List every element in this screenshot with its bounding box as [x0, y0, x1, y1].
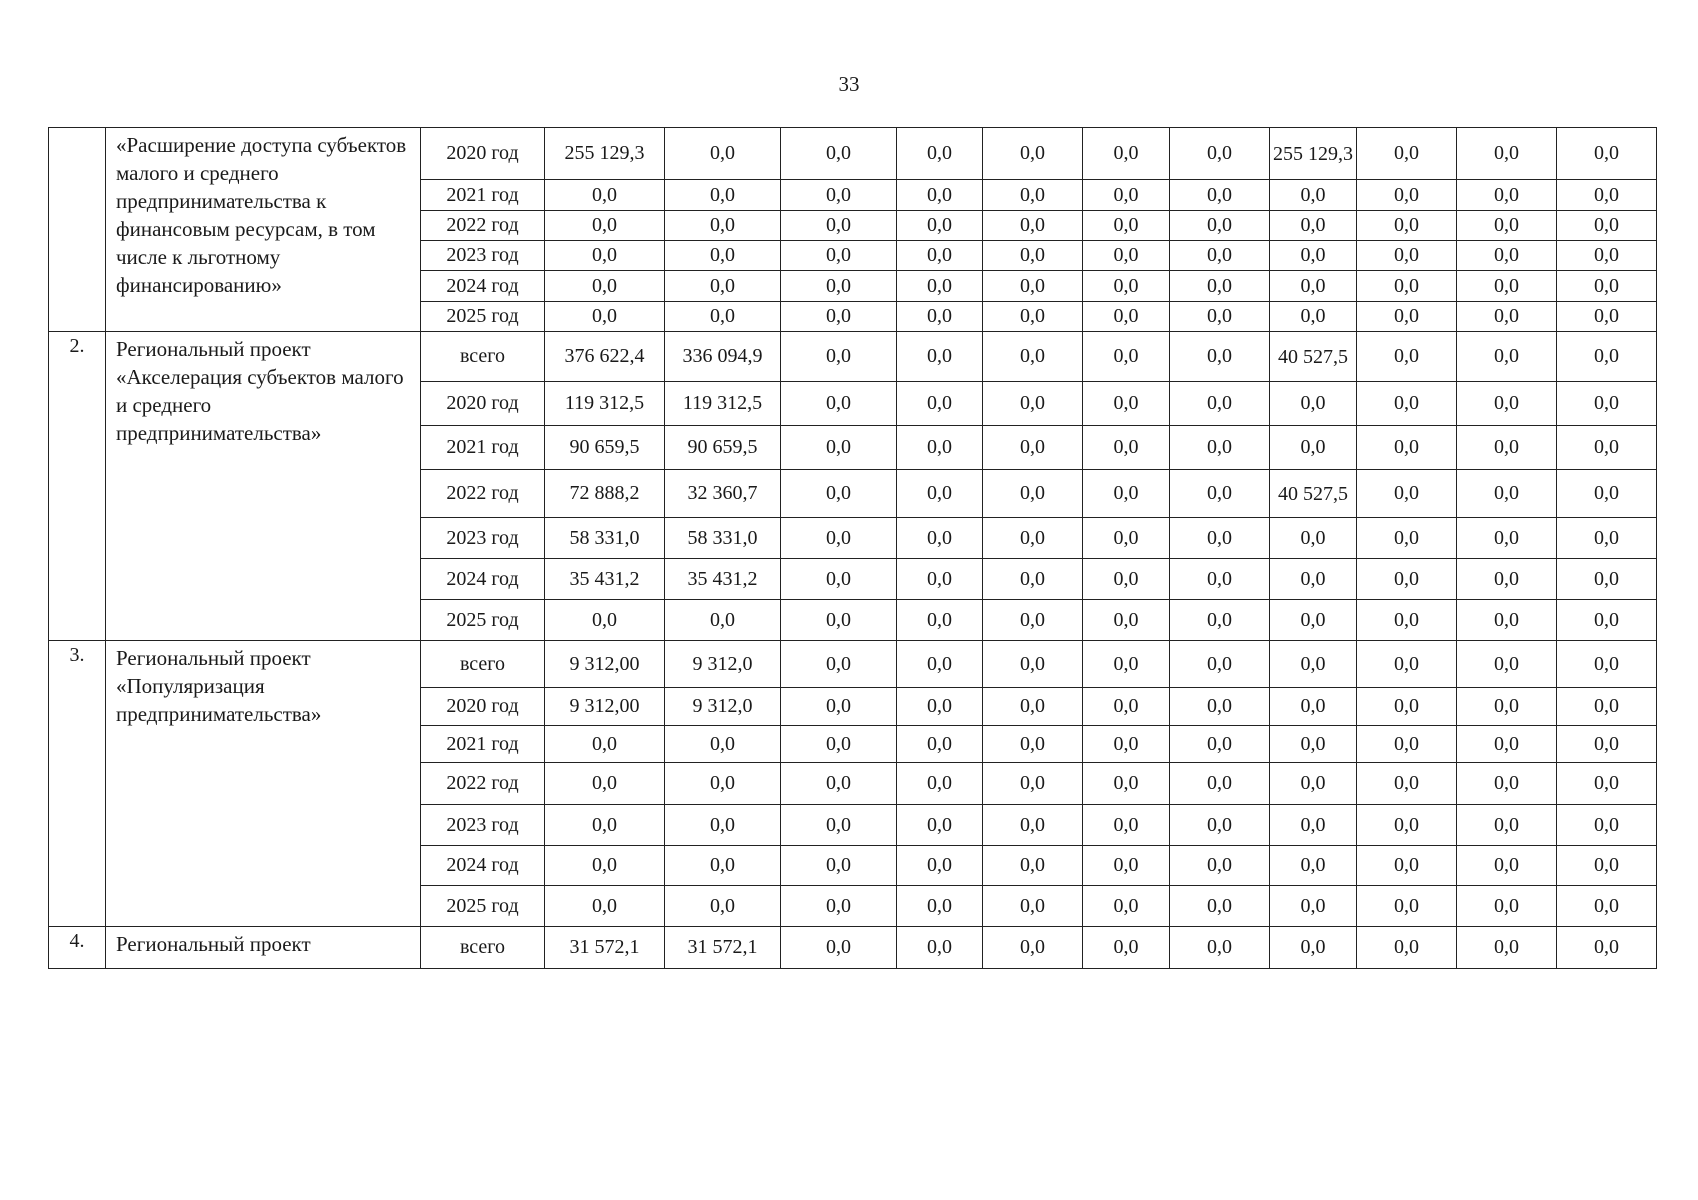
- value-cell: 0,0: [1357, 271, 1457, 302]
- value-cell: 0,0: [1083, 332, 1170, 382]
- value-cell: 255 129,3: [545, 128, 665, 180]
- value-cell: 0,0: [545, 763, 665, 805]
- period-cell: 2021 год: [421, 726, 545, 763]
- value-cell: 0,0: [665, 128, 781, 180]
- value-cell: 0,0: [1557, 470, 1657, 518]
- value-cell: 0,0: [983, 805, 1083, 846]
- table-row: [49, 128, 1657, 180]
- budget-table: [48, 127, 1657, 969]
- value-cell: 0,0: [983, 332, 1083, 382]
- value-cell: 0,0: [1357, 382, 1457, 426]
- value-cell: 0,0: [983, 641, 1083, 688]
- period-cell: 2021 год: [421, 426, 545, 470]
- value-cell: 0,0: [1083, 271, 1170, 302]
- value-cell: 0,0: [1557, 559, 1657, 600]
- value-cell: 0,0: [1083, 927, 1170, 969]
- value-cell: 0,0: [545, 805, 665, 846]
- value-cell: 0,0: [1083, 128, 1170, 180]
- value-cell: 0,0: [1457, 470, 1557, 518]
- value-cell: 0,0: [1557, 927, 1657, 969]
- value-cell: 9 312,0: [665, 688, 781, 726]
- value-cell: 9 312,00: [545, 688, 665, 726]
- value-cell: 0,0: [1557, 688, 1657, 726]
- value-cell: 0,0: [897, 846, 983, 886]
- period-cell: всего: [421, 332, 545, 382]
- value-cell: 0,0: [781, 180, 897, 211]
- value-cell: 0,0: [1457, 763, 1557, 805]
- value-cell: 0,0: [1270, 518, 1357, 559]
- period-cell: 2020 год: [421, 382, 545, 426]
- value-cell: 0,0: [1357, 518, 1457, 559]
- value-cell: 0,0: [1083, 559, 1170, 600]
- value-cell: 0,0: [1083, 688, 1170, 726]
- value-cell: 0,0: [1270, 211, 1357, 241]
- value-cell: 0,0: [1170, 846, 1270, 886]
- value-cell: 0,0: [1083, 726, 1170, 763]
- value-cell: 0,0: [1170, 927, 1270, 969]
- value-cell: 0,0: [1457, 128, 1557, 180]
- value-cell: 0,0: [983, 382, 1083, 426]
- value-cell: 0,0: [1270, 927, 1357, 969]
- value-cell: 0,0: [983, 426, 1083, 470]
- value-cell: 0,0: [781, 382, 897, 426]
- value-cell: 0,0: [897, 332, 983, 382]
- value-cell: 0,0: [1170, 128, 1270, 180]
- value-cell: 0,0: [1270, 688, 1357, 726]
- value-cell: 0,0: [1557, 211, 1657, 241]
- value-cell: 0,0: [897, 886, 983, 927]
- value-cell: 0,0: [1357, 470, 1457, 518]
- value-cell: 0,0: [1457, 302, 1557, 332]
- value-cell: 0,0: [1357, 600, 1457, 641]
- value-cell: 0,0: [1170, 518, 1270, 559]
- value-cell: 0,0: [1357, 559, 1457, 600]
- value-cell: 376 622,4: [545, 332, 665, 382]
- value-cell: 0,0: [1557, 518, 1657, 559]
- value-cell: 0,0: [665, 600, 781, 641]
- value-cell: 0,0: [983, 518, 1083, 559]
- period-cell: 2024 год: [421, 559, 545, 600]
- value-cell: 0,0: [897, 518, 983, 559]
- value-cell: 0,0: [1457, 180, 1557, 211]
- value-cell: 0,0: [1357, 846, 1457, 886]
- project-name: Региональный проект «Акселерация субъектов малого и среднего предпринимательства»: [106, 332, 421, 641]
- value-cell: 0,0: [897, 180, 983, 211]
- value-cell: 0,0: [983, 927, 1083, 969]
- value-cell: 0,0: [1270, 426, 1357, 470]
- value-cell: 0,0: [983, 846, 1083, 886]
- value-cell: 0,0: [1457, 518, 1557, 559]
- value-cell: 336 094,9: [665, 332, 781, 382]
- value-cell: 0,0: [1083, 470, 1170, 518]
- value-cell: 0,0: [1270, 559, 1357, 600]
- value-cell: 0,0: [1357, 128, 1457, 180]
- value-cell: 0,0: [1357, 886, 1457, 927]
- value-cell: 35 431,2: [665, 559, 781, 600]
- value-cell: 0,0: [1557, 271, 1657, 302]
- value-cell: 0,0: [1357, 241, 1457, 271]
- value-cell: 0,0: [1457, 332, 1557, 382]
- page-number: 33: [838, 72, 860, 96]
- value-cell: 0,0: [545, 180, 665, 211]
- value-cell: 0,0: [1357, 332, 1457, 382]
- table-row: [49, 641, 1657, 688]
- value-cell: 0,0: [665, 211, 781, 241]
- value-cell: 0,0: [1170, 559, 1270, 600]
- value-cell: 0,0: [1457, 426, 1557, 470]
- value-cell: 0,0: [1457, 271, 1557, 302]
- value-cell: 0,0: [1270, 600, 1357, 641]
- period-cell: 2025 год: [421, 600, 545, 641]
- value-cell: 0,0: [1170, 470, 1270, 518]
- value-cell: 0,0: [1170, 302, 1270, 332]
- value-cell: 0,0: [1557, 886, 1657, 927]
- value-cell: 0,0: [1083, 382, 1170, 426]
- value-cell: 0,0: [1457, 382, 1557, 426]
- value-cell: 0,0: [983, 886, 1083, 927]
- value-cell: 0,0: [1083, 241, 1170, 271]
- period-cell: 2020 год: [421, 688, 545, 726]
- value-cell: 0,0: [1357, 805, 1457, 846]
- value-cell: 0,0: [1357, 211, 1457, 241]
- value-cell: 0,0: [897, 805, 983, 846]
- value-cell: 0,0: [1083, 426, 1170, 470]
- value-cell: 9 312,00: [545, 641, 665, 688]
- value-cell: 0,0: [1357, 180, 1457, 211]
- value-cell: 0,0: [1083, 805, 1170, 846]
- value-cell: 0,0: [1170, 382, 1270, 426]
- value-cell: 0,0: [1270, 271, 1357, 302]
- value-cell: 0,0: [1270, 302, 1357, 332]
- value-cell: 0,0: [1557, 241, 1657, 271]
- value-cell: 0,0: [897, 382, 983, 426]
- value-cell: 0,0: [1557, 128, 1657, 180]
- value-cell: 0,0: [781, 846, 897, 886]
- value-cell: 0,0: [897, 426, 983, 470]
- period-cell: 2024 год: [421, 846, 545, 886]
- value-cell: 0,0: [1557, 302, 1657, 332]
- value-cell: 0,0: [781, 271, 897, 302]
- value-cell: 0,0: [1170, 805, 1270, 846]
- value-cell: 35 431,2: [545, 559, 665, 600]
- value-cell: 0,0: [665, 271, 781, 302]
- value-cell: 0,0: [1357, 688, 1457, 726]
- value-cell: 0,0: [781, 805, 897, 846]
- value-cell: 0,0: [1270, 382, 1357, 426]
- value-cell: 0,0: [983, 688, 1083, 726]
- value-cell: 0,0: [983, 726, 1083, 763]
- value-cell: 0,0: [1457, 846, 1557, 886]
- value-cell: 0,0: [1170, 426, 1270, 470]
- value-cell: 0,0: [1083, 211, 1170, 241]
- value-cell: 0,0: [545, 241, 665, 271]
- project-name: Региональный проект «Популяризация предпринимательства»: [106, 641, 421, 927]
- value-cell: 0,0: [897, 302, 983, 332]
- value-cell: 0,0: [1357, 927, 1457, 969]
- value-cell: 0,0: [781, 886, 897, 927]
- value-cell: 0,0: [1083, 600, 1170, 641]
- period-cell: 2023 год: [421, 241, 545, 271]
- value-cell: 31 572,1: [665, 927, 781, 969]
- value-cell: 0,0: [781, 302, 897, 332]
- value-cell: 58 331,0: [665, 518, 781, 559]
- value-cell: 0,0: [665, 302, 781, 332]
- value-cell: 0,0: [897, 726, 983, 763]
- value-cell: 0,0: [1270, 726, 1357, 763]
- value-cell: 0,0: [1457, 886, 1557, 927]
- period-cell: всего: [421, 927, 545, 969]
- value-cell: 0,0: [1083, 518, 1170, 559]
- value-cell: 0,0: [1457, 688, 1557, 726]
- value-cell: 0,0: [545, 726, 665, 763]
- value-cell: 0,0: [1457, 600, 1557, 641]
- value-cell: 0,0: [545, 211, 665, 241]
- value-cell: 0,0: [665, 241, 781, 271]
- value-cell: 0,0: [897, 763, 983, 805]
- row-number: 4.: [49, 927, 106, 969]
- value-cell: 0,0: [983, 211, 1083, 241]
- value-cell: 0,0: [1557, 805, 1657, 846]
- value-cell: 0,0: [1170, 180, 1270, 211]
- value-cell: 0,0: [781, 726, 897, 763]
- value-cell: 0,0: [897, 470, 983, 518]
- row-number: [49, 128, 106, 332]
- value-cell: 0,0: [781, 600, 897, 641]
- value-cell: 0,0: [1170, 211, 1270, 241]
- value-cell: 0,0: [1083, 641, 1170, 688]
- value-cell: 0,0: [1557, 763, 1657, 805]
- value-cell: 0,0: [1357, 726, 1457, 763]
- value-cell: 0,0: [1083, 846, 1170, 886]
- value-cell: 0,0: [1170, 332, 1270, 382]
- value-cell: 0,0: [1270, 805, 1357, 846]
- value-cell: 0,0: [983, 271, 1083, 302]
- value-cell: 0,0: [781, 763, 897, 805]
- value-cell: 0,0: [1270, 180, 1357, 211]
- value-cell: 0,0: [983, 559, 1083, 600]
- period-cell: 2022 год: [421, 763, 545, 805]
- value-cell: 119 312,5: [545, 382, 665, 426]
- value-cell: 0,0: [1557, 382, 1657, 426]
- value-cell: 0,0: [1170, 600, 1270, 641]
- value-cell: 0,0: [1270, 886, 1357, 927]
- value-cell: 58 331,0: [545, 518, 665, 559]
- period-cell: 2024 год: [421, 271, 545, 302]
- value-cell: 0,0: [665, 180, 781, 211]
- row-number: 2.: [49, 332, 106, 641]
- value-cell: 0,0: [1457, 927, 1557, 969]
- value-cell: 0,0: [1557, 641, 1657, 688]
- value-cell: 0,0: [983, 180, 1083, 211]
- project-name: Региональный проект: [106, 927, 421, 969]
- value-cell: 0,0: [545, 271, 665, 302]
- value-cell: 0,0: [1170, 641, 1270, 688]
- value-cell: 0,0: [897, 927, 983, 969]
- value-cell: 0,0: [983, 302, 1083, 332]
- value-cell: 0,0: [545, 886, 665, 927]
- value-cell: 0,0: [1270, 763, 1357, 805]
- value-cell: 40 527,5: [1270, 332, 1357, 382]
- value-cell: 0,0: [897, 241, 983, 271]
- value-cell: 0,0: [897, 688, 983, 726]
- value-cell: 0,0: [665, 763, 781, 805]
- value-cell: 72 888,2: [545, 470, 665, 518]
- value-cell: 0,0: [897, 559, 983, 600]
- value-cell: 0,0: [781, 332, 897, 382]
- value-cell: 0,0: [1557, 726, 1657, 763]
- period-cell: 2020 год: [421, 128, 545, 180]
- value-cell: 0,0: [1170, 726, 1270, 763]
- value-cell: 0,0: [897, 600, 983, 641]
- period-cell: 2023 год: [421, 805, 545, 846]
- value-cell: 0,0: [781, 518, 897, 559]
- value-cell: 0,0: [1270, 641, 1357, 688]
- value-cell: 0,0: [1083, 302, 1170, 332]
- value-cell: 0,0: [1557, 332, 1657, 382]
- value-cell: 0,0: [1557, 180, 1657, 211]
- row-number: 3.: [49, 641, 106, 927]
- value-cell: 0,0: [1170, 271, 1270, 302]
- period-cell: 2022 год: [421, 470, 545, 518]
- value-cell: 0,0: [897, 271, 983, 302]
- value-cell: 255 129,3: [1270, 128, 1357, 180]
- value-cell: 0,0: [665, 886, 781, 927]
- value-cell: 0,0: [781, 211, 897, 241]
- value-cell: 0,0: [1557, 426, 1657, 470]
- period-cell: всего: [421, 641, 545, 688]
- value-cell: 0,0: [545, 600, 665, 641]
- value-cell: 119 312,5: [665, 382, 781, 426]
- value-cell: 0,0: [545, 302, 665, 332]
- value-cell: 0,0: [1083, 886, 1170, 927]
- value-cell: 0,0: [1457, 805, 1557, 846]
- value-cell: 0,0: [1357, 426, 1457, 470]
- value-cell: 0,0: [665, 846, 781, 886]
- value-cell: 0,0: [1457, 726, 1557, 763]
- value-cell: 0,0: [1170, 886, 1270, 927]
- value-cell: 0,0: [781, 688, 897, 726]
- value-cell: 0,0: [1457, 559, 1557, 600]
- value-cell: 0,0: [983, 600, 1083, 641]
- table-row: [49, 927, 1657, 969]
- value-cell: 32 360,7: [665, 470, 781, 518]
- value-cell: 0,0: [781, 426, 897, 470]
- value-cell: 0,0: [1457, 241, 1557, 271]
- value-cell: 9 312,0: [665, 641, 781, 688]
- value-cell: 0,0: [983, 470, 1083, 518]
- value-cell: 0,0: [781, 927, 897, 969]
- value-cell: 0,0: [983, 763, 1083, 805]
- value-cell: 0,0: [1170, 763, 1270, 805]
- value-cell: 0,0: [1457, 641, 1557, 688]
- value-cell: 0,0: [1170, 241, 1270, 271]
- value-cell: 0,0: [897, 211, 983, 241]
- value-cell: 0,0: [545, 846, 665, 886]
- value-cell: 0,0: [1083, 180, 1170, 211]
- value-cell: 0,0: [897, 128, 983, 180]
- value-cell: 0,0: [1357, 763, 1457, 805]
- value-cell: 0,0: [983, 241, 1083, 271]
- period-cell: 2021 год: [421, 180, 545, 211]
- value-cell: 0,0: [781, 241, 897, 271]
- value-cell: 0,0: [781, 470, 897, 518]
- value-cell: 90 659,5: [545, 426, 665, 470]
- period-cell: 2025 год: [421, 302, 545, 332]
- table-row: [49, 332, 1657, 382]
- period-cell: 2025 год: [421, 886, 545, 927]
- value-cell: 0,0: [1557, 846, 1657, 886]
- value-cell: 0,0: [1270, 241, 1357, 271]
- project-name: «Расширение доступа субъектов малого и среднего предпринимательства к финансовым ресурсам, в том числе к льготному финансированию»: [106, 128, 421, 332]
- value-cell: 0,0: [781, 641, 897, 688]
- value-cell: 0,0: [781, 128, 897, 180]
- value-cell: 0,0: [983, 128, 1083, 180]
- value-cell: 0,0: [1457, 211, 1557, 241]
- value-cell: 0,0: [1357, 302, 1457, 332]
- value-cell: 90 659,5: [665, 426, 781, 470]
- period-cell: 2022 год: [421, 211, 545, 241]
- value-cell: 0,0: [665, 726, 781, 763]
- value-cell: 0,0: [1270, 846, 1357, 886]
- value-cell: 0,0: [665, 805, 781, 846]
- value-cell: 0,0: [897, 641, 983, 688]
- period-cell: 2023 год: [421, 518, 545, 559]
- value-cell: 31 572,1: [545, 927, 665, 969]
- value-cell: 40 527,5: [1270, 470, 1357, 518]
- value-cell: 0,0: [1557, 600, 1657, 641]
- value-cell: 0,0: [781, 559, 897, 600]
- value-cell: 0,0: [1170, 688, 1270, 726]
- value-cell: 0,0: [1357, 641, 1457, 688]
- value-cell: 0,0: [1083, 763, 1170, 805]
